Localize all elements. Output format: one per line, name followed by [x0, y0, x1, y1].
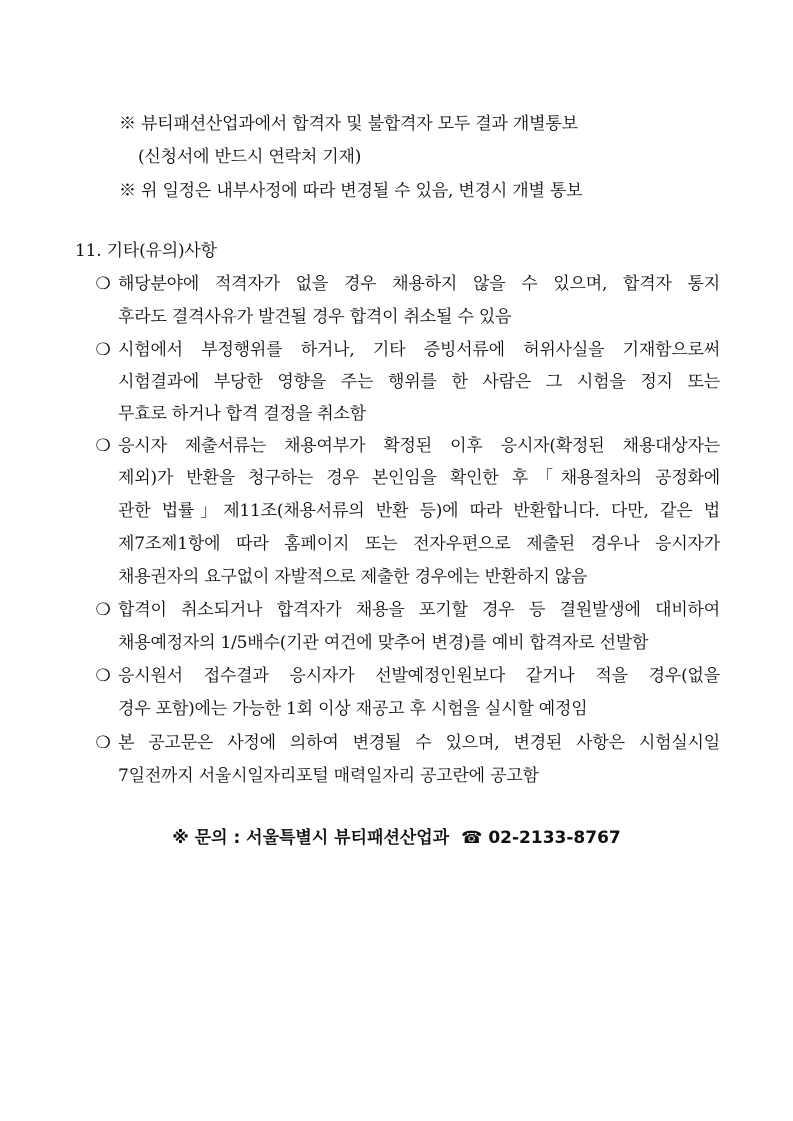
reference-mark: ※	[119, 181, 136, 201]
phone-number: 02-2133-8767	[488, 828, 621, 848]
item-line: 제7조제1항에 따라 홈페이지 또는 전자우편으로 제출된 경우나 응시자가	[118, 534, 720, 554]
bullet-icon: ❍	[95, 733, 111, 753]
item-line: 시험에서 부정행위를 하거나, 기타 증빙서류에 허위사실을 기재함으로써	[118, 340, 720, 360]
item-line: 응시자 제출서류는 채용여부가 확정된 이후 응시자(확정된 채용대상자는	[118, 436, 720, 456]
note-line	[138, 145, 361, 169]
section-title: 11. 기타(유의)사항	[75, 241, 217, 261]
item-line: 채용예정자의 1/5배수(기관 여건에 맞추어 변경)를 예비 합격자로 선발함	[118, 633, 649, 653]
item-line: 무효로 하거나 합격 결정을 취소함	[118, 404, 366, 424]
item-line: 제외)가 반환을 청구하는 경우 본인임을 확인한 후「채용절차의 공정화에	[118, 468, 720, 488]
reference-mark: ※	[119, 114, 136, 134]
item-line: 시험결과에 부당한 영향을 주는 행위를 한 사람은 그 시험을 정지 또는	[118, 372, 720, 392]
note-text: (신청서에 반드시 연락처 기재)	[138, 147, 362, 167]
note-text: 위 일정은 내부사정에 따라 변경될 수 있음, 변경시 개별 통보	[141, 181, 583, 201]
item-line: 관한 법률」제11조(채용서류의 반환 등)에 따라 반환합니다. 다만, 같은 법	[118, 501, 720, 521]
bullet-icon: ❍	[95, 666, 111, 686]
note-text: 뷰티패션산업과에서 합격자 및 불합격자 모두 결과 개별통보	[141, 114, 578, 134]
bullet-icon: ❍	[95, 340, 111, 360]
item-line: 경우 포함)에는 가능한 1회 이상 재공고 후 시험을 실시할 예정임	[118, 699, 588, 719]
bullet-icon: ❍	[95, 600, 111, 620]
item-line: 응시원서 접수결과 응시자가 선발예정인원보다 같거나 적을 경우(없을	[118, 666, 720, 686]
item-line: 채용권자의 요구없이 자발적으로 제출한 경우에는 반환하지 않음	[118, 567, 588, 587]
note-line	[119, 179, 582, 203]
bullet-icon: ❍	[95, 436, 111, 456]
inquiry-line	[0, 826, 793, 850]
item-line: 후라도 결격사유가 발견될 경우 합격이 취소될 수 있음	[118, 307, 512, 327]
item-line: 7일전까지 서울시일자리포털 매력일자리 공고란에 공고함	[118, 766, 539, 786]
item-line: 해당분야에 적격자가 없을 경우 채용하지 않을 수 있으며, 합격자 통지	[118, 274, 720, 294]
item-line: 본 공고문은 사정에 의하여 변경될 수 있으며, 변경된 사항은 시험실시일	[118, 733, 720, 753]
bullet-icon: ❍	[95, 274, 111, 294]
inquiry-label: ※ 문의 : 서울특별시 뷰티패션산업과	[172, 828, 450, 848]
phone-icon: ☎	[461, 828, 483, 848]
note-line	[119, 112, 578, 136]
item-line: 합격이 취소되거나 합격자가 채용을 포기할 경우 등 결원발생에 대비하여	[118, 600, 720, 620]
